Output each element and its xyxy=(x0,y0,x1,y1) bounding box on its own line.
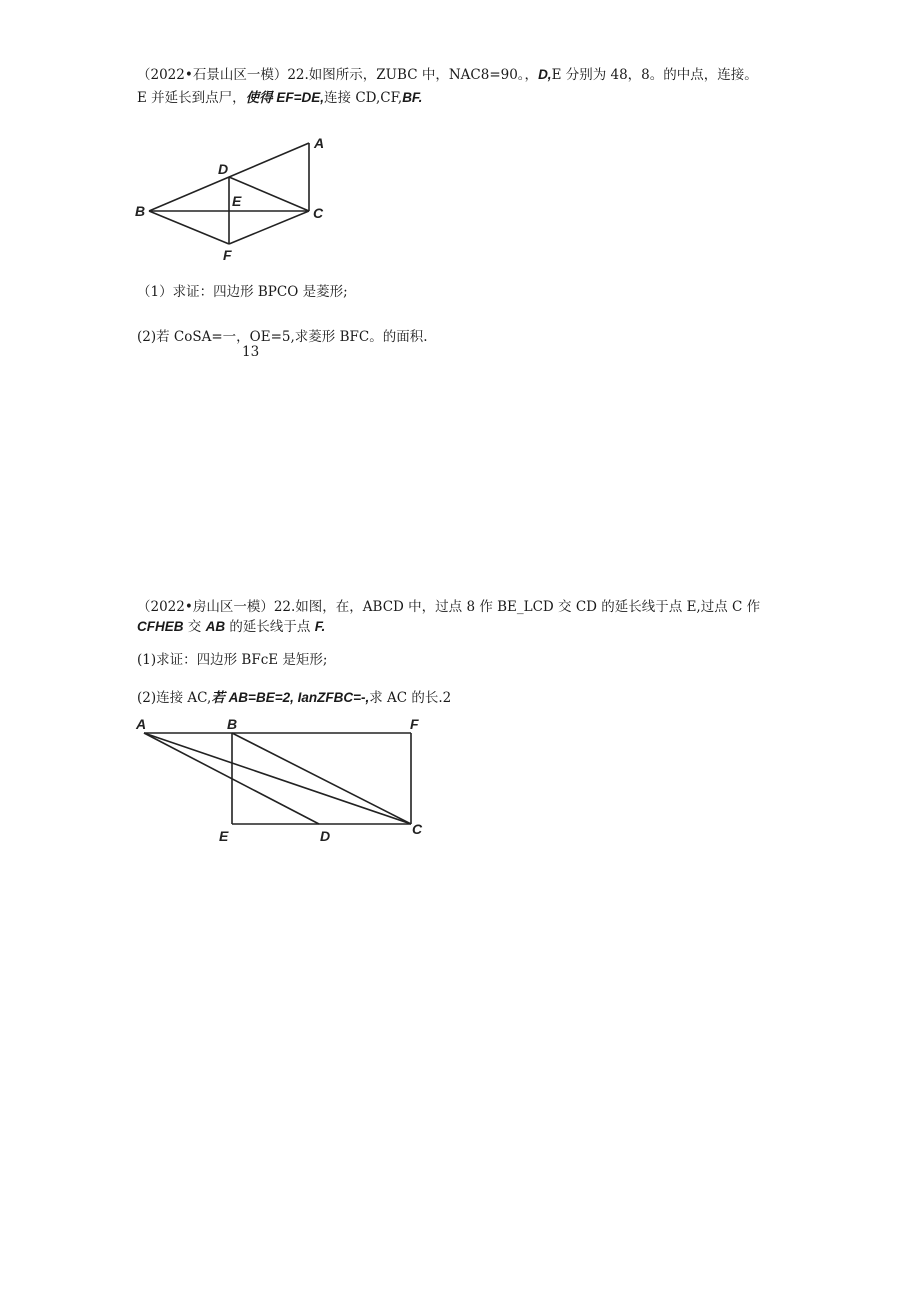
problem2-line2 xyxy=(137,618,325,636)
problem2-line2-italic-ab: AB xyxy=(205,619,226,634)
problem1-line2-text-a: E 并延长到点尸， xyxy=(137,90,246,106)
problem2-line2-italic-f: F. xyxy=(314,619,326,634)
problem1-part1: （1）求证：四边形 BPCO 是菱形; xyxy=(137,284,348,300)
problem2-figure xyxy=(130,713,430,848)
segment-BF xyxy=(149,211,229,244)
problem2-part2-italic-condition: 若 AB=BE=2, IanZFBC=-, xyxy=(211,690,370,705)
problem2-line2-text-jiao: 交 xyxy=(187,619,202,635)
label-E: E xyxy=(219,828,229,844)
problem1-line2 xyxy=(137,89,422,107)
problem1-part2: (2)若 CoSA=一，OE=5,求菱形 BFC。的面积. xyxy=(137,329,428,345)
problem2-line2-italic-cfheb: CFHEB xyxy=(137,619,184,634)
label-B: B xyxy=(135,203,146,219)
problem1-line2-italic-bf: BF. xyxy=(402,90,423,105)
label-F: F xyxy=(223,247,232,263)
label-E: E xyxy=(232,193,242,209)
problem1-line1-text-c: E 分别为 48，8。的中点，连接。 xyxy=(551,67,758,83)
label-C: C xyxy=(412,821,423,837)
label-C: C xyxy=(313,205,324,221)
problem1-line1-italic-d: D, xyxy=(538,67,552,82)
problem1-line2-text-c: 连接 CD,CF, xyxy=(324,90,403,106)
segment-CF xyxy=(229,211,309,244)
label-A: A xyxy=(314,135,325,151)
label-B: B xyxy=(227,716,238,732)
problem2-part2 xyxy=(137,689,451,707)
label-A: A xyxy=(136,716,147,732)
segment-BC xyxy=(232,733,411,824)
problem1-line2-italic-condition: 使得 EF=DE, xyxy=(245,90,325,105)
problem2-part1: (1)求证：四边形 BFcE 是矩形; xyxy=(137,652,328,668)
problem1-figure xyxy=(130,130,350,265)
problem2-part2-text-c: 求 AC 的长.2 xyxy=(369,690,452,706)
problem2-line2-text-extension: 的延长线于点 xyxy=(229,619,311,635)
problem2-part2-text-a: (2)连接 AC, xyxy=(137,690,212,706)
label-D: D xyxy=(320,828,331,844)
problem2-line1: （2022•房山区一模）22.如图，在，ABCD 中，过点 8 作 BE_LCD 交 CD 的延长线于点 E,过点 C 作 xyxy=(137,599,761,615)
label-F: F xyxy=(410,716,419,732)
problem1-line1 xyxy=(137,66,758,84)
label-D: D xyxy=(218,161,229,177)
segment-AC xyxy=(144,733,411,824)
problem1-line1-text-a: （2022•石景山区一模）22.如图所示，ZUBC 中，NAC8=90。， xyxy=(137,67,539,83)
problem1-part2-denominator: 13 xyxy=(242,344,260,360)
